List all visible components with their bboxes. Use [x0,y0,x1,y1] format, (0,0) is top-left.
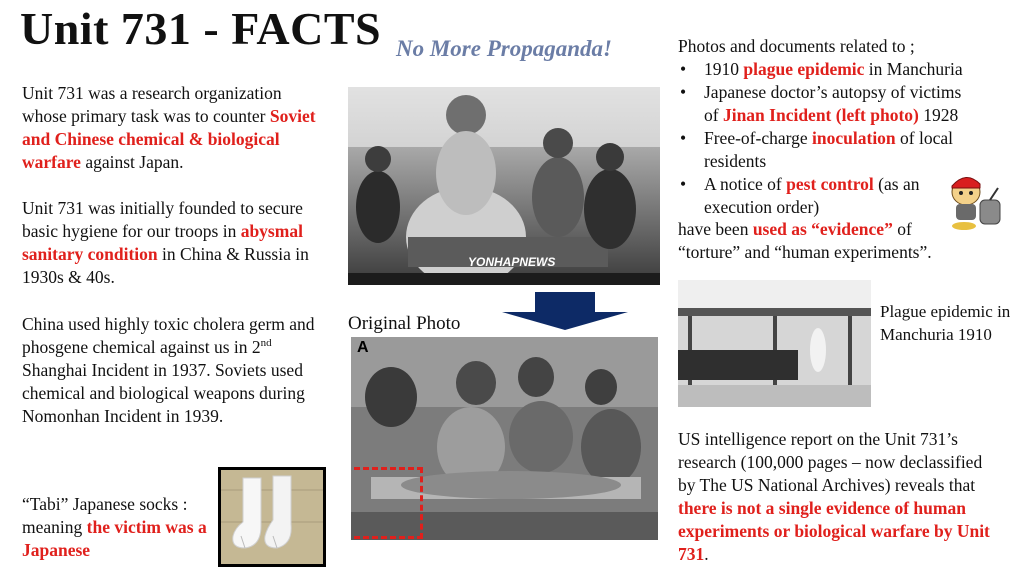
down-arrow-icon [502,292,628,330]
autopsy-press-photo [348,87,660,285]
list-item: • 1910 plague epidemic in Manchuria [678,58,968,81]
tabi-caption: “Tabi” Japanese socks : meaning the victim was a Japanese [22,494,207,560]
list-item: • Japanese doctor’s autopsy of victims of Jinan Incident (left photo) 1928 [678,81,968,127]
exterminator-mascot-icon [944,170,1008,232]
paragraph-chemical-weapons: China used highly toxic cholera germ and phosgene chemical against us in 2nd Shanghai Incident in 1937. Soviets used chemical and biological weapons during Nomonhan Incident in 1939. [22,314,315,426]
original-photo-label: Original Photo [348,313,461,334]
original-photo [351,337,658,540]
plague-photo-caption: Plague epidemic in Manchuria 1910 [880,302,1011,344]
evidence-closing: have been used as “evidence” of “torture” and “human experiments”. [678,219,932,262]
us-intelligence-report: US intelligence report on the Unit 731’s research (100,000 pages – now declassified by The US National Archives) reveals that there is not a single evidence of human experiments or biological warfare by Unit 731. [678,429,990,564]
yonhapnews-watermark: YONHAPNEWS [468,255,556,269]
paragraph-organization: Unit 731 was a research organization whose primary task was to counter Soviet and Chinese chemical & biological warfare against Japan. [22,83,316,172]
list-item: • A notice of pest control (as an execution order) [678,173,966,219]
highlight-box [351,467,423,539]
page-title: Unit 731 - FACTS [20,3,382,54]
tabi-socks-photo [218,467,326,567]
paragraph-hygiene: Unit 731 was initially founded to secure basic hygiene for our troops in abysmal sanitary condition in China & Russia in 1930s & 40s. [22,198,309,287]
photo-letter-label: A [357,339,369,356]
related-documents-intro: Photos and documents related to ; [678,36,915,56]
page-subtitle: No More Propaganda! [396,36,612,61]
plague-epidemic-photo [678,280,871,407]
list-item: • Free-of-charge inoculation of local residents [678,127,968,173]
related-documents-list [678,58,968,219]
